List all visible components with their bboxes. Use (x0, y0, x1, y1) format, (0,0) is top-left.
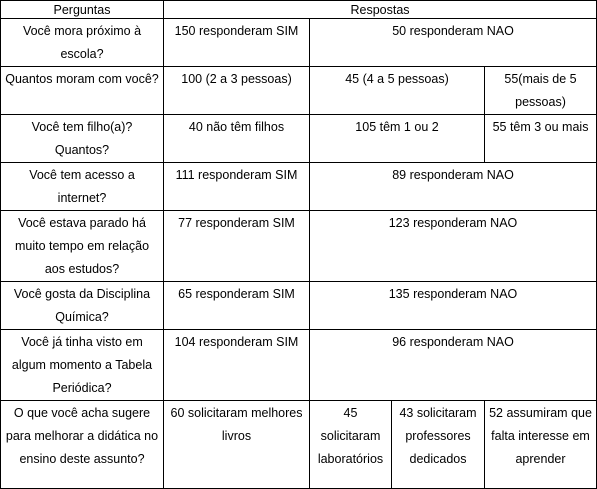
header-row (1, 1, 597, 19)
table-row (1, 163, 597, 211)
answer-cell: 55(mais de 5 pessoas) (485, 67, 597, 115)
answer-cell: 77 responderam SIM (164, 211, 310, 282)
table-row (1, 401, 597, 489)
answer-cell: 89 responderam NAO (310, 163, 597, 211)
question-cell: Você mora próximo à escola? (1, 19, 164, 67)
answer-cell: 105 têm 1 ou 2 (310, 115, 485, 163)
answer-cell: 45 (4 a 5 pessoas) (310, 67, 485, 115)
answer-cell: 55 têm 3 ou mais (485, 115, 597, 163)
question-cell: Você tem filho(a)? Quantos? (1, 115, 164, 163)
answer-cell: 135 responderam NAO (310, 282, 597, 330)
answer-cell: 100 (2 a 3 pessoas) (164, 67, 310, 115)
answer-cell: 104 responderam SIM (164, 330, 310, 401)
question-cell: Você já tinha visto em algum momento a Tabela Periódica? (1, 330, 164, 401)
answer-cell: 123 responderam NAO (310, 211, 597, 282)
header-questions: Perguntas (1, 1, 164, 19)
question-cell: Quantos moram com você? (1, 67, 164, 115)
table-row (1, 282, 597, 330)
answer-cell: 65 responderam SIM (164, 282, 310, 330)
answer-cell: 52 assumiram que falta interesse em aprender (485, 401, 597, 489)
answer-cell: 96 responderam NAO (310, 330, 597, 401)
answer-cell: 111 responderam SIM (164, 163, 310, 211)
header-answers: Respostas (164, 1, 597, 19)
table-row (1, 67, 597, 115)
question-cell: O que você acha sugere para melhorar a didática no ensino deste assunto? (1, 401, 164, 489)
question-cell: Você estava parado há muito tempo em relação aos estudos? (1, 211, 164, 282)
table-row (1, 211, 597, 282)
answer-cell: 45 solicitaram laboratórios (310, 401, 392, 489)
table-row (1, 115, 597, 163)
answer-cell: 60 solicitaram melhores livros (164, 401, 310, 489)
question-cell: Você tem acesso a internet? (1, 163, 164, 211)
answer-cell: 43 solicitaram professores dedicados (392, 401, 485, 489)
table-row (1, 330, 597, 401)
answer-cell: 150 responderam SIM (164, 19, 310, 67)
answer-cell: 40 não têm filhos (164, 115, 310, 163)
question-cell: Você gosta da Disciplina Química? (1, 282, 164, 330)
answer-cell: 50 responderam NAO (310, 19, 597, 67)
table-row (1, 19, 597, 67)
